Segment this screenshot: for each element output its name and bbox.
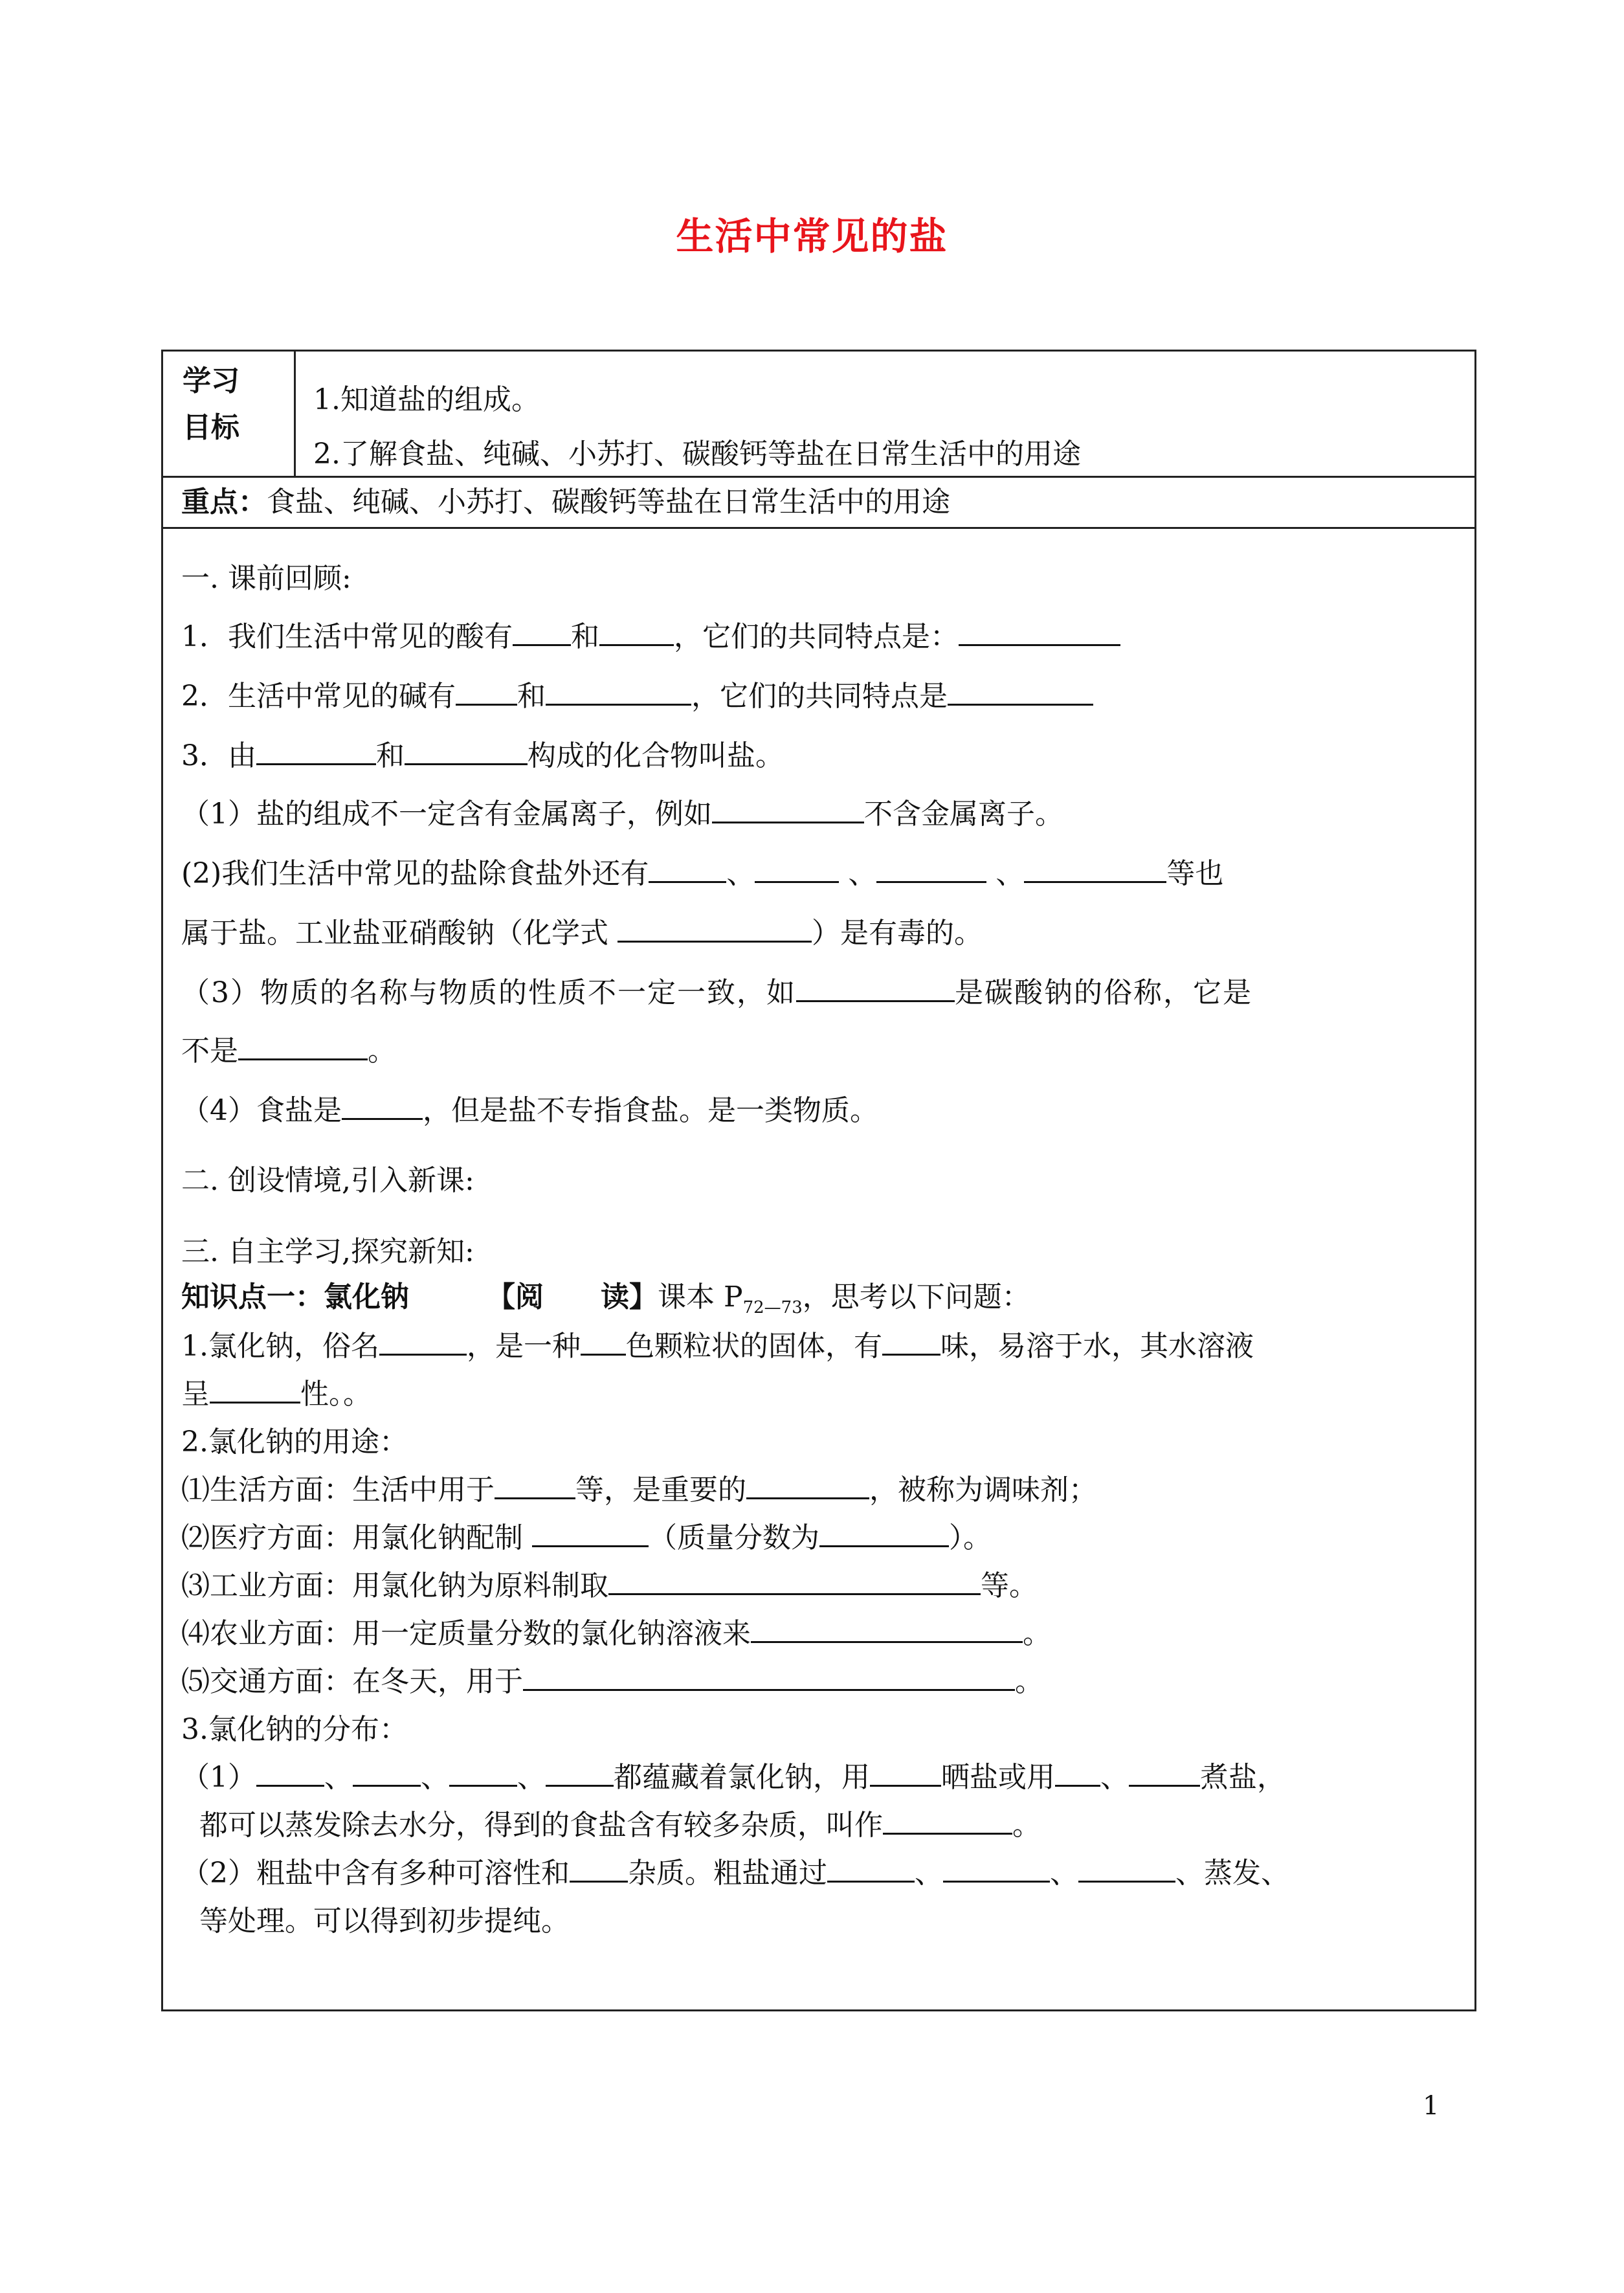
kp1-l2-text-b: 性。。 — [300, 1378, 372, 1411]
kp1-label: 知识点一：氯化钠 — [181, 1281, 409, 1314]
d1-blank-1[interactable] — [256, 1760, 324, 1787]
d1-blank-3[interactable] — [449, 1760, 517, 1787]
uses-heading: 2.氯化钠的用途： — [181, 1426, 408, 1459]
goal-label-line2: 目标 — [183, 411, 239, 444]
goal-label-line1: 学习 — [183, 364, 239, 397]
s1-text-a: （1）盐的组成不一定含有金属离子，例如 — [181, 798, 712, 831]
s2-text-end: 等也 — [1166, 857, 1224, 890]
goal-item-1: 1.知道盐的组成。 — [313, 383, 540, 416]
review-s3-line2 — [181, 1027, 396, 1069]
s1-text-b: 不含金属离子。 — [864, 798, 1063, 831]
u2-blank-2[interactable] — [819, 1521, 949, 1547]
review-q1 — [181, 613, 1120, 654]
u3-text-b: 等。 — [981, 1569, 1038, 1602]
use-transport — [181, 1658, 1043, 1699]
d1-text-d: 煮盐， — [1200, 1761, 1285, 1794]
u2-text-b: （质量分数为 — [649, 1521, 819, 1554]
kp1-line-2 — [181, 1370, 372, 1412]
d1-sep-1: 、 — [324, 1761, 353, 1794]
d1-text-a: （1） — [181, 1761, 256, 1794]
kp1-text-b: ，思考以下问题： — [802, 1281, 1030, 1314]
s4-text-b: ，但是盐不专指食盐。是一类物质。 — [423, 1094, 878, 1127]
page-number: 1 — [1423, 2091, 1440, 2121]
q3-blank-1[interactable] — [256, 739, 376, 765]
key-point-label: 重点： — [181, 486, 267, 519]
d1-blank-6[interactable] — [1055, 1760, 1100, 1787]
distribution-1 — [181, 1754, 1285, 1795]
s2-blank-1[interactable] — [649, 856, 726, 883]
s2-sep-3: 、 — [996, 857, 1025, 890]
d1-blank-5[interactable] — [870, 1760, 941, 1787]
section-3-heading: 三. 自主学习,探究新知: — [181, 1235, 474, 1268]
u3-text-a: ⑶工业方面：用氯化钠为原料制取 — [181, 1569, 608, 1602]
u1-text-b: 等，是重要的 — [575, 1473, 746, 1506]
d1-sep-4: 、 — [1100, 1761, 1129, 1794]
review-s1 — [181, 790, 1063, 832]
s3-blank-2[interactable] — [238, 1034, 368, 1060]
kp1-read-label: 【阅 读】 — [487, 1281, 658, 1314]
s4-blank[interactable] — [342, 1093, 423, 1120]
s3-blank-1[interactable] — [796, 976, 955, 1002]
review-s2 — [181, 850, 1223, 891]
u1-text-c: ，被称为调味剂； — [869, 1473, 1097, 1506]
section-2-heading: 二. 创设情境,引入新课: — [181, 1164, 474, 1197]
use-daily-life — [181, 1466, 1097, 1508]
use-industry — [181, 1562, 1038, 1604]
review-s4 — [181, 1087, 878, 1128]
kp1-l1-text-b: ，是一种 — [466, 1330, 581, 1363]
s2-blank-2[interactable] — [755, 856, 839, 883]
u1-blank-1[interactable] — [495, 1473, 575, 1499]
d1-blank-2[interactable] — [353, 1760, 421, 1787]
d2-text-a: （2）粗盐中含有多种可溶性和 — [181, 1857, 570, 1890]
u4-text-b: 。 — [1023, 1617, 1051, 1650]
u4-text-a: ⑷农业方面：用一定质量分数的氯化钠溶液来 — [181, 1617, 751, 1650]
q3-blank-2[interactable] — [405, 739, 528, 765]
s3-line2-text-a: 不是 — [181, 1035, 238, 1068]
kp1-l2-text-a: 呈 — [181, 1378, 210, 1411]
q2-blank-3[interactable] — [948, 679, 1093, 706]
knowledge-point-1 — [181, 1273, 1030, 1317]
distribution-2-line2: 等处理。可以得到初步提纯。 — [199, 1905, 570, 1938]
kp1-line-1 — [181, 1323, 1254, 1364]
u5-blank[interactable] — [523, 1664, 1015, 1691]
kp1-taste-blank[interactable] — [882, 1329, 940, 1356]
learning-goal-label — [163, 352, 296, 476]
q2-text-b: 和 — [517, 680, 546, 713]
s2-formula-blank[interactable] — [617, 916, 812, 943]
kp1-color-blank[interactable] — [581, 1329, 626, 1356]
d1-text-b: 都蕴藏着氯化钠，用 — [614, 1761, 870, 1794]
u5-text-b: 。 — [1015, 1665, 1043, 1698]
review-q2 — [181, 673, 1093, 714]
q2-text-c: ，它们的共同特点是 — [691, 680, 948, 713]
q1-text-a: 1．我们生活中常见的酸有 — [181, 620, 513, 653]
s2-line2-text-a: 属于盐。工业盐亚硝酸钠（化学式 — [181, 917, 608, 950]
q1-blank-3[interactable] — [959, 620, 1120, 646]
review-q3 — [181, 732, 784, 774]
s2-sep-2: 、 — [848, 857, 877, 890]
review-s3 — [181, 969, 1252, 1011]
s3-line2-text-b: 。 — [368, 1035, 396, 1068]
u3-blank[interactable] — [608, 1569, 981, 1595]
goal-item-2: 2.了解食盐、纯碱、小苏打、碳酸钙等盐在日常生活中的用途 — [313, 438, 1081, 471]
q2-blank-1[interactable] — [456, 679, 517, 706]
d2-text-c: 、蒸发、 — [1175, 1857, 1289, 1890]
kp1-pages: 72—73 — [742, 1297, 803, 1317]
u5-text-a: ⑸交通方面：在冬天，用于 — [181, 1665, 523, 1698]
d1-text-c: 晒盐或用 — [941, 1761, 1055, 1794]
s2-text-a: (2)我们生活中常见的盐除食盐外还有 — [181, 857, 649, 890]
d1-sep-3: 、 — [517, 1761, 546, 1794]
d2-blank-3[interactable] — [943, 1856, 1050, 1883]
u2-text-a: ⑵医疗方面：用氯化钠配制 — [181, 1521, 523, 1554]
distribution-1-line2 — [199, 1802, 1041, 1843]
d1-blank-4[interactable] — [546, 1760, 614, 1787]
use-agriculture — [181, 1610, 1051, 1651]
kp1-text-a: 课本 P — [658, 1281, 743, 1314]
d2-sep-1: 、 — [915, 1857, 943, 1890]
kp1-l1-text-d: 味，易溶于水，其水溶液 — [940, 1330, 1254, 1363]
d2-blank-2[interactable] — [827, 1856, 915, 1883]
s3-text-a: （3）物质的名称与物质的性质不一定一致，如 — [181, 976, 796, 1009]
d1-sep-2: 、 — [421, 1761, 449, 1794]
d1-line2-text-a: 都可以蒸发除去水分，得到的食盐含有较多杂质，叫作 — [199, 1809, 883, 1842]
u4-blank[interactable] — [751, 1616, 1023, 1643]
kp1-ph-blank[interactable] — [210, 1377, 300, 1404]
d2-sep-2: 、 — [1050, 1857, 1078, 1890]
s2-blank-4[interactable] — [1024, 856, 1166, 883]
s1-blank[interactable] — [712, 797, 864, 823]
d2-blank-1[interactable] — [570, 1856, 628, 1883]
s2-line2-text-b: ）是有毒的。 — [812, 917, 983, 950]
review-s2-line2 — [181, 910, 983, 951]
d2-text-b: 杂质。粗盐通过 — [628, 1857, 827, 1890]
key-point-text: 食盐、纯碱、小苏打、碳酸钙等盐在日常生活中的用途 — [267, 486, 950, 519]
kp1-common-name-blank[interactable] — [379, 1329, 467, 1356]
q3-text-c: 构成的化合物叫盐。 — [528, 739, 784, 772]
q1-blank-1[interactable] — [513, 620, 571, 646]
q1-blank-2[interactable] — [599, 620, 674, 646]
page-title: 生活中常见的盐 — [676, 214, 948, 258]
q3-text-b: 和 — [376, 739, 405, 772]
key-point-row — [163, 476, 1474, 529]
q3-text-a: 3．由 — [181, 739, 256, 772]
kp1-l1-text-a: 1.氯化钠，俗名 — [181, 1330, 379, 1363]
q1-text-b: 和 — [571, 620, 599, 653]
d1-line2-text-b: 。 — [1012, 1809, 1041, 1842]
s3-text-b: 是碳酸钠的俗称，它是 — [955, 976, 1252, 1009]
q2-blank-2[interactable] — [546, 679, 691, 706]
d1-blank-7[interactable] — [1129, 1760, 1200, 1787]
u1-blank-2[interactable] — [746, 1473, 869, 1499]
kp1-l1-text-c: 色颗粒状的固体，有 — [625, 1330, 882, 1363]
q1-text-c: ，它们的共同特点是： — [674, 620, 959, 653]
u1-text-a: ⑴生活方面：生活中用于 — [181, 1473, 495, 1506]
learning-goal-row — [163, 352, 1474, 478]
distribution-2 — [181, 1850, 1289, 1891]
use-medical — [181, 1514, 992, 1556]
d1-crude-salt-blank[interactable] — [883, 1808, 1012, 1835]
review-heading: 一. 课前回顾: — [181, 562, 351, 595]
s4-text-a: （4）食盐是 — [181, 1094, 342, 1127]
u2-blank-1[interactable] — [532, 1521, 649, 1547]
s2-blank-3[interactable] — [876, 856, 986, 883]
d2-blank-4[interactable] — [1078, 1856, 1175, 1883]
distribution-heading: 3.氯化钠的分布： — [181, 1713, 408, 1746]
worksheet-table — [161, 350, 1476, 2011]
u2-text-c: ）。 — [949, 1521, 992, 1554]
q2-text-a: 2．生活中常见的碱有 — [181, 680, 456, 713]
s2-sep-1: 、 — [726, 857, 755, 890]
